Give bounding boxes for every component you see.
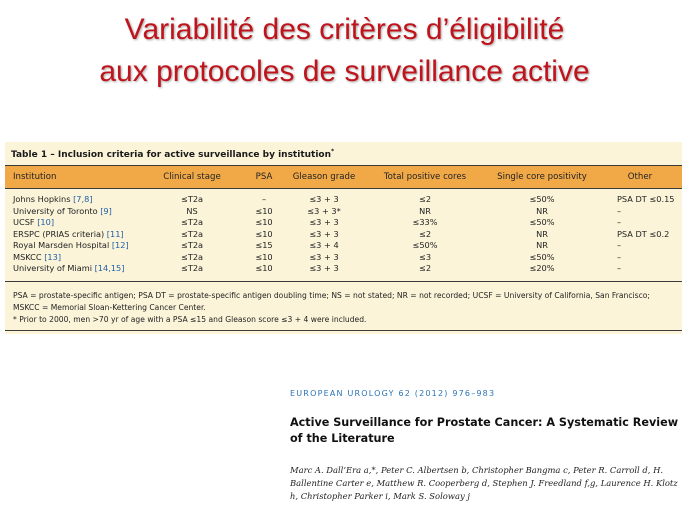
cell-gleason-grade: ≤3 + 3 [309,251,339,262]
table-rule-bottom [5,281,682,282]
cell-institution: University of Miami [14,15] [13,263,125,273]
table-rule-end [5,330,682,331]
cell-total-positive-cores: ≤2 [418,263,432,273]
table-rule-header [5,188,682,189]
cell-psa: – [261,194,267,204]
cell-other: PSA DT ≤0.2 [617,228,670,239]
cell-gleason-grade: ≤3 + 3 [309,228,339,239]
cell-gleason-grade: ≤3 + 3 [309,194,339,204]
cell-clinical-stage: ≤T2a [180,217,204,227]
footnote-prior-2000: * Prior to 2000, men >70 yr of age with a PSA ≤15 and Gleason score ≤3 + 4 were included. [13,315,367,324]
cell-institution: Johns Hopkins [7,8] [13,194,93,204]
cell-clinical-stage: NS [186,205,198,216]
header-total-positive-cores: Total positive cores [383,172,467,182]
slide-title-line2: aux protocoles de surveillance active [99,55,590,88]
cell-clinical-stage: ≤T2a [180,240,204,250]
cell-single-core-positivity: NR [536,240,548,250]
cell-institution: UCSF [10] [13,217,55,227]
cell-institution: University of Toronto [9] [13,205,112,216]
header-psa: PSA [255,172,273,182]
cell-clinical-stage: ≤T2a [180,251,204,262]
cell-psa: ≤10 [255,217,273,227]
table-caption: Table 1 – Inclusion criteria for active surveillance by institution* [11,148,335,160]
paper-authors: Marc A. Dall’Era a,*, Peter C. Albertsen b, Christopher Bangma c, Peter R. Carroll d, H. Ballentine Carter e, Matthew R. Cooperberg d, Stephen J. Freedland f,g, Laurence H. Klotz h, Christopher Parker i, Mark S. Soloway j [290,465,678,501]
cell-other: – [617,240,622,250]
cell-other: PSA DT ≤0.15 [617,194,675,204]
reference-link[interactable]: [7,8] [73,194,93,204]
reference-link[interactable]: [10] [37,217,55,227]
cell-gleason-grade: ≤3 + 3 [309,217,339,227]
cell-clinical-stage: ≤T2a [180,228,204,239]
cell-gleason-grade: ≤3 + 3 [309,263,339,273]
reference-link[interactable]: [12] [111,240,129,250]
cell-single-core-positivity: NR [536,205,548,216]
slide-title-line1: Variabilité des critères d’éligibilité [124,13,565,46]
cell-institution: ERSPC (PRIAS criteria) [11] [13,228,124,239]
inclusion-criteria-table [5,142,682,334]
cell-other: – [617,205,622,216]
journal-reference: EUROPEAN UROLOGY 62 (2012) 976–983 [290,389,496,398]
header-single-core-positivity: Single core positivity [497,172,587,182]
cell-total-positive-cores: NR [419,205,431,216]
reference-link[interactable]: [11] [106,228,124,239]
cell-total-positive-cores: ≤3 [418,251,432,262]
table-footnotes [13,290,675,326]
cell-gleason-grade: ≤3 + 3* [307,205,341,216]
reference-link[interactable]: [14,15] [94,263,125,273]
cell-psa: ≤10 [255,228,273,239]
cell-single-core-positivity: ≤50% [529,194,555,204]
cell-other: – [617,251,622,262]
reference-link[interactable]: [13] [44,251,62,262]
paper-title: Active Surveillance for Prostate Cancer: A Systematic Review of the Literature [290,416,679,445]
header-other: Other [627,172,653,182]
cell-single-core-positivity: ≤50% [529,217,555,227]
reference-link[interactable]: [9] [100,205,112,216]
cell-psa: ≤10 [255,251,273,262]
cell-other: – [617,263,622,273]
header-institution: Institution [13,172,57,182]
cell-institution: Royal Marsden Hospital [12] [13,240,129,250]
footnote-abbreviations: PSA = prostate-specific antigen; PSA DT = prostate-specific antigen doubling time; NS = not stated; NR = not recorded; UCSF = University of California, San Francisco; MSKCC = Memorial Sloan-Kettering Cancer Center. [13,291,650,312]
cell-psa: ≤10 [255,205,273,216]
cell-psa: ≤15 [255,240,273,250]
cell-single-core-positivity: ≤50% [529,251,555,262]
cell-single-core-positivity: ≤20% [529,263,555,273]
cell-clinical-stage: ≤T2a [180,194,204,204]
header-clinical-stage: Clinical stage [163,172,221,182]
cell-other: – [617,217,622,227]
header-gleason-grade: Gleason grade [292,172,356,182]
cell-total-positive-cores: ≤33% [412,217,438,227]
cell-psa: ≤10 [255,263,273,273]
cell-total-positive-cores: ≤50% [412,240,438,250]
cell-clinical-stage: ≤T2a [180,263,204,273]
cell-gleason-grade: ≤3 + 4 [309,240,339,250]
cell-institution: MSKCC [13] [13,251,62,262]
cell-total-positive-cores: ≤2 [418,228,432,239]
cell-total-positive-cores: ≤2 [418,194,432,204]
cell-single-core-positivity: NR [536,228,548,239]
